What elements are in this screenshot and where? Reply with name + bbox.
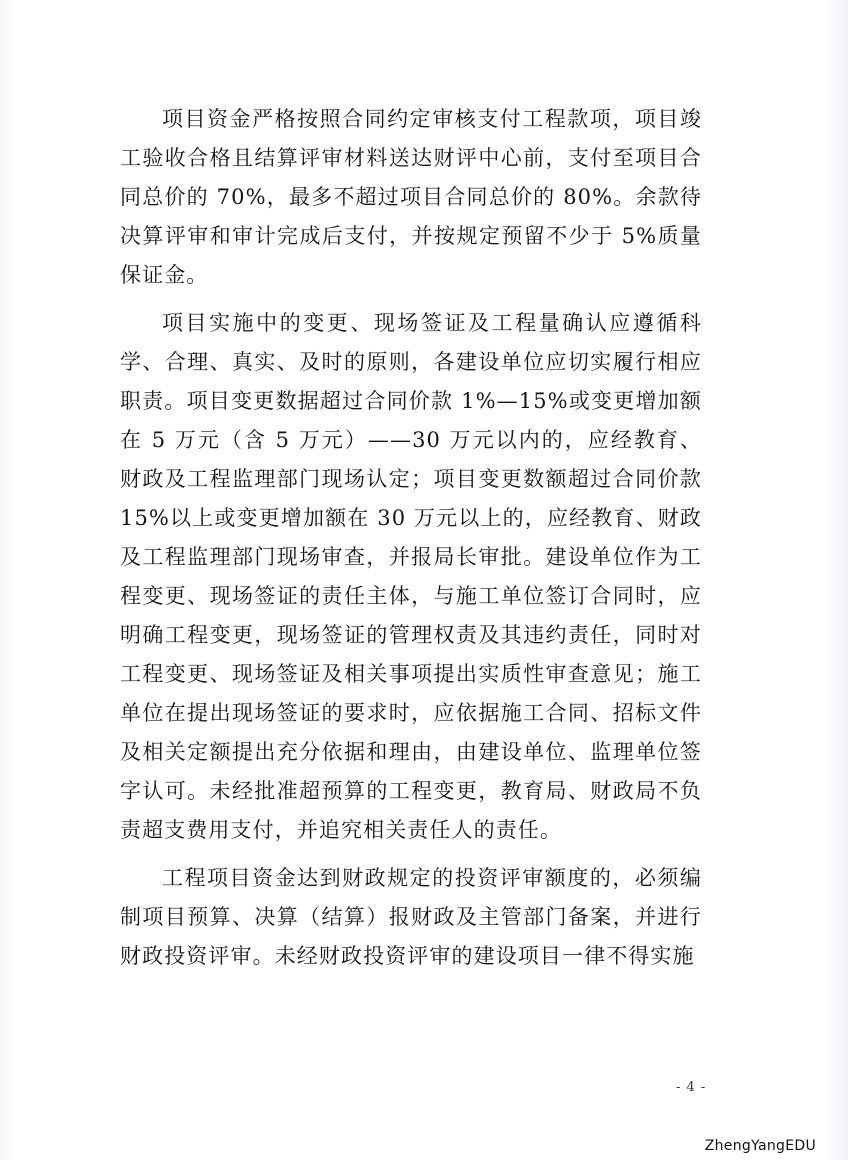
- document-body: [120, 100, 702, 976]
- page-number: - 4 -: [676, 1080, 707, 1095]
- paragraph-investment-review: 工程项目资金达到财政规定的投资评审额度的，必须编制项目预算、决算（结算）报财政及主管部门备案，并进行财政投资评审。未经财政投资评审的建设项目一律不得实施: [120, 866, 702, 968]
- scan-edge-left: [0, 0, 12, 1160]
- scan-edge-right: [826, 0, 848, 1160]
- paragraph-project-changes: 项目实施中的变更、现场签证及工程量确认应遵循科学、合理、真实、及时的原则，各建设单位应切实履行相应职责。项目变更数据超过合同价款 1%—15%或变更增加额在 5 万元（含 5 万元）——30 万元以内的，应经教育、财政及工程监理部门现场认定；项目变更数额超过合同价款 15%以上或变更增加额在 30 万元以上的，应经教育、财政及工程监理部门现场审查，并报局长审批。建设单位作为工程变更、现场签证的责任主体，与施工单位签订合同时，应明确工程变更，现场签证的管理权责及其违约责任，同时对工程变更、现场签证及相关事项提出实质性审查意见；施工单位在提出现场签证的要求时，应依据施工合同、招标文件及相关定额提出充分依据和理由，由建设单位、监理单位签字认可。未经批准超预算的工程变更，教育局、财政局不负责超支费用支付，并追究相关责任人的责任。: [120, 311, 702, 842]
- paragraph-payment-terms: 项目资金严格按照合同约定审核支付工程款项，项目竣工验收合格且结算评审材料送达财评中心前，支付至项目合同总价的 70%，最多不超过项目合同总价的 80%。余款待决算评审和审计完成后支付，并按规定预留不少于 5%质量保证金。: [120, 107, 702, 287]
- watermark: ZhengYangEDU: [704, 1138, 816, 1154]
